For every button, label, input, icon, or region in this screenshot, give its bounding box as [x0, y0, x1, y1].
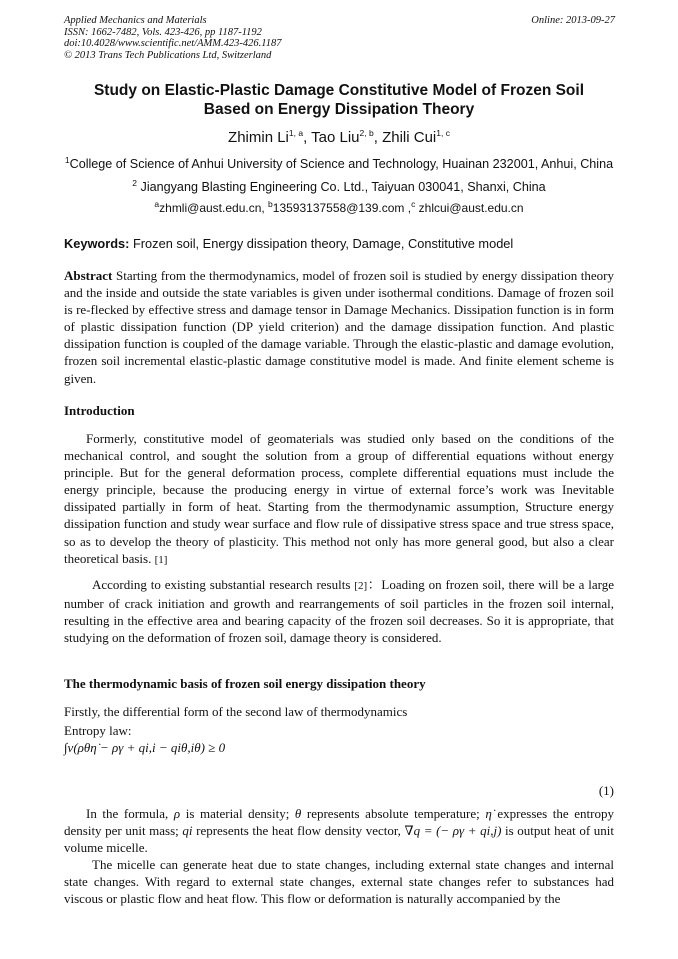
author-3-affil: 1, c: [436, 128, 450, 138]
abstract-label: Abstract: [64, 268, 113, 283]
symbol-eta-dot: η̇: [485, 806, 492, 821]
affiliation-1-text: College of Science of Anhui University of Science and Technology, Huainan 232001, Anhui, China: [69, 157, 614, 171]
intro-p2-rest: ：Loading on frozen soil, there will be a large number of crack initiation and growth and rearrangements of soil particles in the frozen soil internal, resulting in the effective area and bearing capacity of the frozen soil decreases. So it is appropriate, that studying on the deformation of frozen soil, damage theory is considered.: [64, 577, 614, 646]
introduction-paragraph-1: [64, 430, 614, 569]
section2-paragraph-1: Firstly, the differential form of the second law of thermodynamics: [64, 704, 408, 719]
author-separator: ,: [303, 129, 312, 146]
email-a-marker: a: [154, 199, 160, 209]
p2-text-a: In the formula,: [86, 806, 174, 821]
title-line-2: Based on Energy Dissipation Theory: [203, 101, 475, 118]
p2-text-d: expresses the entropy density per unit mass;: [64, 806, 614, 839]
copyright-line: © 2013 Trans Tech Publications Ltd, Switzerland: [64, 49, 272, 61]
email-line: [0, 201, 678, 215]
author-3: Zhili Cui: [382, 129, 437, 146]
p2-text-b: is material density;: [180, 806, 295, 821]
author-2-affil: 2, b: [359, 128, 374, 138]
online-date: Online: 2013-09-27: [531, 15, 615, 26]
p2-text-f: is output heat of unit volume micelle.: [64, 823, 615, 856]
title-line-1: Study on Elastic-Plastic Damage Constitutive Model of Frozen Soil: [93, 82, 585, 99]
entropy-law-label: Entropy law:: [64, 723, 132, 738]
journal-header: [64, 15, 281, 61]
introduction-paragraph-2: [64, 576, 614, 646]
p2-text-e: represents the heat flow density vector,: [192, 823, 405, 839]
email-c: zhlcui@aust.edu.cn: [415, 201, 524, 215]
symbol-theta: θ: [294, 806, 302, 821]
keywords-label: Keywords:: [64, 236, 130, 251]
intro-p1-text: Formerly, constitutive model of geomaterials was studied only based on the conditions of the mechanical control, and sought the solution from a group of differential equations without energy principle. But for the general deformation process, complete differential equations must include the energy principle, because the producing energy in virtue of external force’s work was Inevitable dissipated partially in form of heat. Starting from the thermodynamic assumption, Structure energy dissipation function and study wear surface and flow rule of dissipative stress space and true stress space, so as to develop the theory of plasticity. This method not only has more general good, but also a clear theoretical basis.: [64, 431, 614, 566]
doi-line: doi:10.4028/www.scientific.net/AMM.423-426.1187: [64, 38, 282, 49]
section2-paragraph-2: [64, 805, 614, 856]
issn-line: ISSN: 1662-7482, Vols. 423-426, pp 1187-1192: [64, 26, 262, 38]
email-a: zhmli@aust.edu.cn,: [159, 201, 269, 215]
citation-1: [1]: [154, 553, 168, 566]
keywords-text: Frozen soil, Energy dissipation theory, Damage, Constitutive model: [129, 236, 514, 251]
keywords: [64, 236, 513, 251]
affiliation-1-marker: 1: [64, 154, 70, 165]
author-1: Zhimin Li: [228, 129, 289, 146]
email-b-marker: b: [268, 199, 273, 209]
symbol-grad-q: ∇q = (− ργ + qi,j): [404, 823, 502, 839]
section-heading-thermodynamic-basis: The thermodynamic basis of frozen soil energy dissipation theory: [64, 676, 426, 691]
email-c-marker: c: [411, 199, 416, 209]
intro-p2-text: According to existing substantial research results: [92, 577, 355, 592]
equation-1: ∫v(ρθη̇ − ργ + qi,i − qiθ,iθ) ≥ 0: [64, 740, 226, 755]
author-2: Tao Liu: [311, 129, 360, 146]
introduction-heading: Introduction: [64, 403, 135, 418]
abstract: [64, 267, 614, 387]
affiliation-2-text: Jiangyang Blasting Engineering Co. Ltd., Taiyuan 030041, Shanxi, China: [137, 180, 546, 194]
affiliation-2-marker: 2: [132, 177, 138, 188]
journal-name: Applied Mechanics and Materials: [64, 15, 207, 26]
affiliation-1: [0, 154, 678, 171]
citation-2: [2]: [354, 580, 368, 592]
section2-paragraph-3: The micelle can generate heat due to state changes, including external state changes and internal state changes. With regard to external state changes, external state changes refer to substances had viscous or plastic flow and heat flow. This flow or deformation is naturally accompanied by the: [64, 857, 614, 907]
email-b: 13593137558@139.com ,: [272, 201, 412, 215]
author-1-affil: 1, a: [288, 128, 304, 138]
equation-1-number: (1): [598, 783, 614, 798]
symbol-qi: qi: [182, 823, 193, 839]
abstract-text: Starting from the thermodynamics, model of frozen soil is studied by energy dissipation theory and the inside and outside the state variables is given under isothermal conditions. Damage of frozen soil is re-flecked by effective stress and damage tensor in Damage Mechanics. Dissipation function is in form of plastic dissipation function (DP yield criterion) and the damage dissipation function. And plastic dissipation function is coupled of the damage variable. Through the elastic-plastic and damage evolution, frozen soil incremental elastic-plastic damage constitutive model is made. And finite element scheme is given.: [64, 268, 614, 386]
author-list: [0, 129, 678, 146]
paper-title: [40, 81, 638, 119]
symbol-rho: ρ: [173, 806, 181, 821]
p2-text-c: represents absolute temperature;: [301, 806, 486, 821]
affiliation-2: [0, 177, 678, 194]
author-separator: ,: [373, 129, 383, 146]
